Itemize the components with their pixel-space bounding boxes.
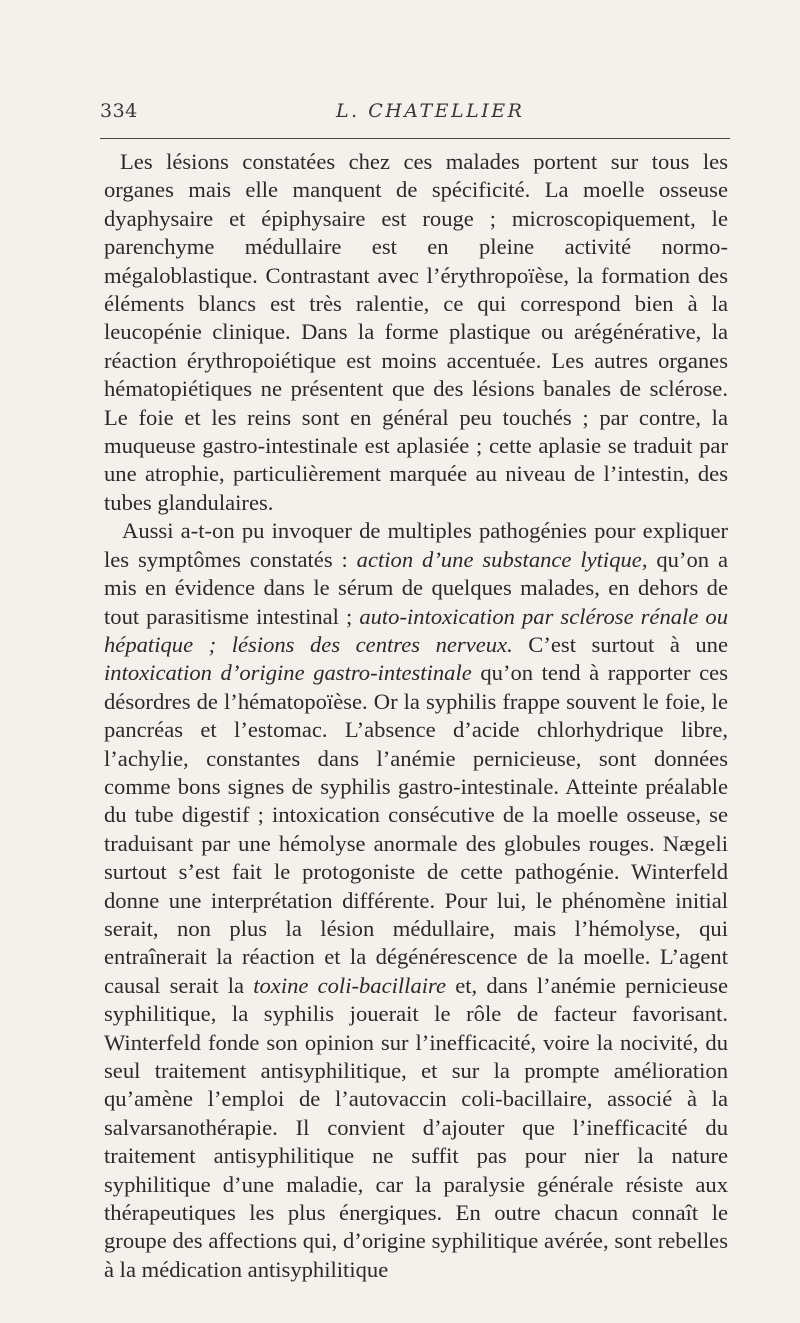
paragraph-2-italic-2: auto-intoxication par sclérose rénale ou hépatique ; lésions des centres nerveux. <box>104 603 728 657</box>
paragraph-2 <box>104 517 728 1284</box>
header-rule <box>100 138 730 139</box>
paragraph-2-text-4: qu’on tend à rapporter ces désordres de l’hématopoïèse. Or la syphilis frappe souvent le foie, le pancréas et l’estomac. L’absence d’acide chlorhydrique libre, l’achylie, constantes dans l’anémie pernicieuse, sont données comme bons signes de syphilis gastro-intestinale. Atteinte préalable du tube digestif ; intoxication consécutive de la moelle osseuse, se traduisant par une hémolyse anormale des globules rouges. Nægeli surtout s’est fait le protogoniste de cette pathogénie. Winterfeld donne une interprétation différente. Pour lui, le phénomène initial serait, non plus la lésion médullaire, mais l’hémolyse, qui entraînerait la réaction et la dégénérescence de la moelle. L’agent causal serait la <box>104 660 729 998</box>
paragraph-2-text-3: C’est surtout à une <box>512 631 729 657</box>
page-number: 334 <box>100 100 138 122</box>
paragraph-1: Les lésions constatées chez ces malades portent sur tous les organes mais elle manquent de spécificité. La moelle osseuse dyaphysaire et épiphysaire est rouge ; microscopiquement, le parenchyme médullaire est en pleine activité normo-mégaloblastique. Contrastant avec l’érythropoïèse, la formation des éléments blancs est très ralentie, ce qui correspond bien à la leucopénie clinique. Dans la forme plastique ou arégénérative, la réaction érythropoiétique est moins accentuée. Les autres organes hématopiétiques ne présentent que des lésions banales de sclérose. Le foie et les reins sont en général peu touchés ; par contre, la muqueuse gastro-intestinale est aplasiée ; cette aplasie se traduit par une atrophie, particulièrement marquée au niveau de l’intestin, des tubes glandulaires. <box>104 149 728 515</box>
paragraph-2-text-5: et, dans l’anémie pernicieuse syphilitique, la syphilis jouerait le rôle de facteur favorisant. Winterfeld fonde son opinion sur l’inefficacité, voire la nocivité, du seul traitement antisyphilitique, et sur la prompte amélioration qu’amène l’emploi de l’autovaccin coli-bacillaire, associé à la salvarsanothérapie. Il convient d’ajouter que l’inefficacité du traitement antisyphilitique ne suffit pas pour nier la nature syphilitique d’une maladie, car la paralysie générale résiste aux thérapeutiques les plus énergiques. En outre chacun connaît le groupe des affections qui, d’origine syphilitique avérée, sont rebelles à la médication antisyphilitique <box>104 972 728 1282</box>
paragraph-2-text-2: qu’on a mis en évidence dans le sérum de quelques malades, en dehors de tout parasitisme intestinal ; <box>104 546 728 629</box>
running-title: L. CHATELLIER <box>336 100 525 122</box>
paragraph-2-text-1: Aussi a-t-on pu invoquer de multiples pathogénies pour expliquer les symptômes constatés : <box>104 518 728 572</box>
paragraph-2-italic-3: intoxication d’origine gastro-intestinale <box>104 660 472 686</box>
running-head <box>100 96 730 132</box>
paragraph-2-italic-4: toxine coli-bacillaire <box>253 972 447 998</box>
paragraph-2-italic-1: action d’une substance lytique, <box>356 546 648 572</box>
body-text <box>104 148 728 1284</box>
